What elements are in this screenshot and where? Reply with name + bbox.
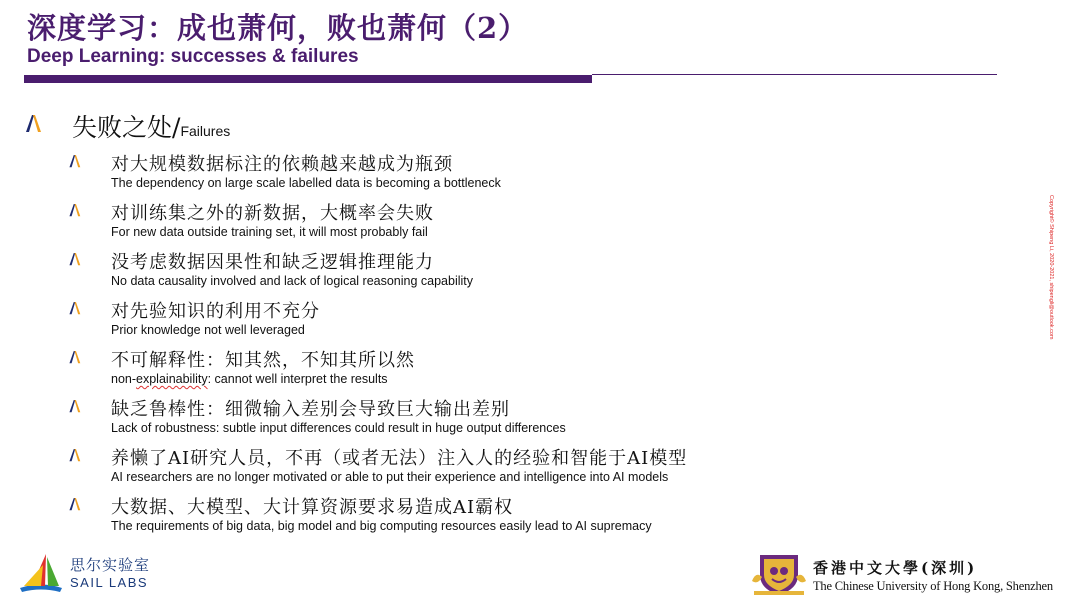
list-item-zh: 大数据、大模型、大计算资源要求易造成AI霸权 (111, 497, 514, 518)
lambda-chevron-icon (68, 301, 81, 320)
list-item-zh: 对大规模数据标注的依赖越来越成为瓶颈 (111, 154, 453, 175)
lambda-chevron-icon (68, 399, 81, 418)
copyright-text: Copyright© Shipeng Li, 2020-2021, shipengli@outlook.com (1048, 195, 1054, 340)
cuhk-name-en: The Chinese University of Hong Kong, Shenzhen (813, 579, 1053, 593)
copyright-notice (1048, 195, 1062, 370)
lambda-chevron-icon (68, 448, 81, 467)
lambda-chevron-icon (68, 252, 81, 271)
list-item-zh: 缺乏鲁棒性：细微输入差别会导致巨大输出差别 (111, 399, 510, 420)
slide-title-en: Deep Learning: successes & failures (27, 46, 359, 67)
list-item-en (111, 372, 388, 386)
list-item-zh: 对训练集之外的新数据，大概率会失败 (111, 203, 434, 224)
lambda-chevron-icon (68, 497, 81, 516)
list-item-en: The dependency on large scale labelled data is becoming a bottleneck (111, 176, 501, 190)
spellcheck-flagged-word: explainability (136, 372, 208, 386)
lambda-chevron-icon (24, 114, 42, 138)
list-item-en: Prior knowledge not well leveraged (111, 323, 305, 337)
section-heading-en: Failures (180, 123, 231, 139)
lambda-chevron-icon (68, 154, 81, 173)
list-item-zh: 不可解释性：知其然，不知其所以然 (111, 350, 415, 371)
lambda-chevron-icon (68, 203, 81, 222)
lambda-chevron-icon (68, 350, 81, 369)
list-item-en-prefix: non- (111, 372, 137, 386)
list-item-en: No data causality involved and lack of logical reasoning capability (111, 274, 474, 288)
title-underline-thick (24, 75, 592, 83)
list-item-en: For new data outside training set, it will most probably fail (111, 225, 428, 239)
list-item-en-suffix: : cannot well interpret the results (207, 372, 388, 386)
list-item-en: Lack of robustness: subtle input differences could result in huge output differences (111, 421, 566, 435)
sail-labs-name-zh: 思尔实验室 (70, 556, 151, 574)
title-underline-thin (592, 74, 997, 75)
list-item-en: The requirements of big data, big model and big computing resources easily lead to AI supremacy (111, 519, 652, 533)
university-crest-logo (750, 551, 808, 597)
cuhk-name-zh: 香港中文大學(深圳) (813, 559, 978, 577)
list-item-zh: 没考虑数据因果性和缺乏逻辑推理能力 (111, 252, 434, 273)
sail-labs-name-en: SAIL LABS (70, 575, 149, 590)
slide-title-zh: 深度学习：成也萧何，败也萧何（2） (27, 11, 529, 45)
cuhk-shenzhen-logo (750, 551, 1060, 597)
sail-boat-logo (16, 551, 66, 595)
sail-labs-logo (16, 551, 166, 595)
section-heading-zh: 失败之处/ (72, 113, 181, 142)
list-item-zh: 对先验知识的利用不充分 (111, 301, 320, 322)
list-item-zh: 养懒了AI研究人员，不再（或者无法）注入人的经验和智能于AI模型 (111, 448, 688, 469)
list-item-en: AI researchers are no longer motivated or able to put their experience and intelligence into AI models (111, 470, 669, 484)
